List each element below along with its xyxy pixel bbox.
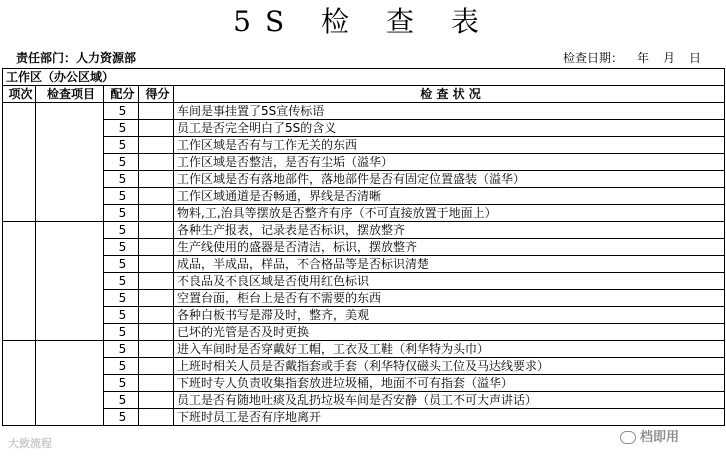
header-score: 配分: [104, 86, 139, 103]
got-score-cell[interactable]: [139, 171, 174, 188]
check-status-cell: 不良品及不良区域是否使用红色标识: [174, 273, 725, 290]
score-cell: 5: [104, 137, 139, 154]
score-cell: 5: [104, 120, 139, 137]
table-row: [3, 307, 725, 324]
got-score-cell[interactable]: [139, 188, 174, 205]
score-cell: 5: [104, 171, 139, 188]
score-cell: 5: [104, 307, 139, 324]
score-cell: 5: [104, 205, 139, 222]
table-row: [3, 358, 725, 375]
header-status: 检 查 状 况: [174, 86, 725, 103]
watermark-right: [620, 426, 679, 445]
item-no-cell[interactable]: [3, 103, 36, 222]
table-row: [3, 137, 725, 154]
score-cell: 5: [104, 341, 139, 358]
table-row: [3, 171, 725, 188]
score-cell: 5: [104, 409, 139, 426]
check-status-cell: 员工是否完全明白了5S的含义: [174, 120, 725, 137]
score-cell: 5: [104, 324, 139, 341]
table-row: [3, 239, 725, 256]
check-status-cell: 工作区域是否有与工作无关的东西: [174, 137, 725, 154]
check-status-cell: 进入车间时是否穿戴好工帽，工衣及工鞋（利华特为头巾）: [174, 341, 725, 358]
table-row: [3, 290, 725, 307]
check-status-cell: 车间是事挂置了5S宣传标语: [174, 103, 725, 120]
area-title: 工作区（办公区域）: [3, 69, 725, 86]
table-row: [3, 222, 725, 239]
got-score-cell[interactable]: [139, 137, 174, 154]
header-no: 项次: [3, 86, 36, 103]
got-score-cell[interactable]: [139, 324, 174, 341]
check-status-cell: 工作区域是否整洁，是否有尘垢（溢华）: [174, 154, 725, 171]
score-cell: 5: [104, 375, 139, 392]
table-row: [3, 409, 725, 426]
table-row: [3, 341, 725, 358]
score-cell: 5: [104, 154, 139, 171]
table-row: [3, 324, 725, 341]
got-score-cell[interactable]: [139, 409, 174, 426]
check-status-cell: 下班时专人负责收集指套放进垃圾桶，地面不可有指套（溢华）: [174, 375, 725, 392]
check-status-cell: 上班时相关人员是否戴指套或手套（利华特仅磁头工位及马达线要求）: [174, 358, 725, 375]
got-score-cell[interactable]: [139, 256, 174, 273]
table-row: [3, 188, 725, 205]
score-cell: 5: [104, 188, 139, 205]
got-score-cell[interactable]: [139, 120, 174, 137]
score-cell: 5: [104, 239, 139, 256]
check-status-cell: 工作区域是否有落地部件，落地部件是否有固定位置盛装（溢华）: [174, 171, 725, 188]
check-item-cell[interactable]: [36, 103, 104, 222]
inspection-date: [563, 50, 715, 66]
table-row: [3, 256, 725, 273]
area-row: [3, 69, 725, 86]
responsible-dept: 责任部门：人力资源部: [16, 51, 137, 65]
score-cell: 5: [104, 290, 139, 307]
got-score-cell[interactable]: [139, 358, 174, 375]
check-item-cell[interactable]: [36, 341, 104, 426]
date-label: 检查日期：: [563, 51, 624, 65]
check-status-cell: 物料,工,治具等摆放是否整齐有序（不可直接放置于地面上）: [174, 205, 725, 222]
table-row: [3, 205, 725, 222]
got-score-cell[interactable]: [139, 239, 174, 256]
wechat-icon: [620, 431, 636, 444]
score-cell: 5: [104, 103, 139, 120]
got-score-cell[interactable]: [139, 341, 174, 358]
watermark-left: 大致流程: [8, 437, 52, 450]
got-score-cell[interactable]: [139, 392, 174, 409]
got-score-cell[interactable]: [139, 307, 174, 324]
check-item-cell[interactable]: [36, 222, 104, 341]
score-cell: 5: [104, 392, 139, 409]
checklist-table: [2, 68, 725, 426]
date-month: 月: [663, 51, 676, 65]
got-score-cell[interactable]: [139, 103, 174, 120]
table-row: [3, 375, 725, 392]
got-score-cell[interactable]: [139, 222, 174, 239]
date-year: 年: [637, 51, 650, 65]
check-status-cell: 已坏的光管是否及时更换: [174, 324, 725, 341]
check-status-cell: 下班时员工是否有序地离开: [174, 409, 725, 426]
score-cell: 5: [104, 273, 139, 290]
header-item: 检查项目: [36, 86, 104, 103]
got-score-cell[interactable]: [139, 205, 174, 222]
header-row: [3, 86, 725, 103]
date-day: 日: [689, 51, 702, 65]
check-status-cell: 各种生产报表，记录表是否标识，摆放整齐: [174, 222, 725, 239]
table-row: [3, 273, 725, 290]
check-status-cell: 员工是否有随地吐痰及乱扔垃圾车间是否安静（员工不可大声讲话）: [174, 392, 725, 409]
table-row: [3, 392, 725, 409]
got-score-cell[interactable]: [139, 375, 174, 392]
check-status-cell: 成品，半成品，样品，不合格品等是否标识清楚: [174, 256, 725, 273]
item-no-cell[interactable]: [3, 222, 36, 341]
table-row: [3, 120, 725, 137]
watermark-right-text: 档即用: [640, 430, 680, 445]
got-score-cell[interactable]: [139, 154, 174, 171]
score-cell: 5: [104, 222, 139, 239]
check-status-cell: 工作区域通道是否畅通，界线是否清晰: [174, 188, 725, 205]
check-status-cell: 生产线使用的盛器是否清洁，标识，摆放整齐: [174, 239, 725, 256]
score-cell: 5: [104, 358, 139, 375]
got-score-cell[interactable]: [139, 290, 174, 307]
score-cell: 5: [104, 256, 139, 273]
check-status-cell: 各种白板书写是滞及时，整齐，美观: [174, 307, 725, 324]
sheet-title: 5S 检 查 表: [233, 5, 493, 38]
got-score-cell[interactable]: [139, 273, 174, 290]
table-row: [3, 103, 725, 120]
item-no-cell[interactable]: [3, 341, 36, 426]
table-row: [3, 154, 725, 171]
check-status-cell: 空置台面，柜台上是否有不需要的东西: [174, 290, 725, 307]
header-got: 得分: [139, 86, 174, 103]
